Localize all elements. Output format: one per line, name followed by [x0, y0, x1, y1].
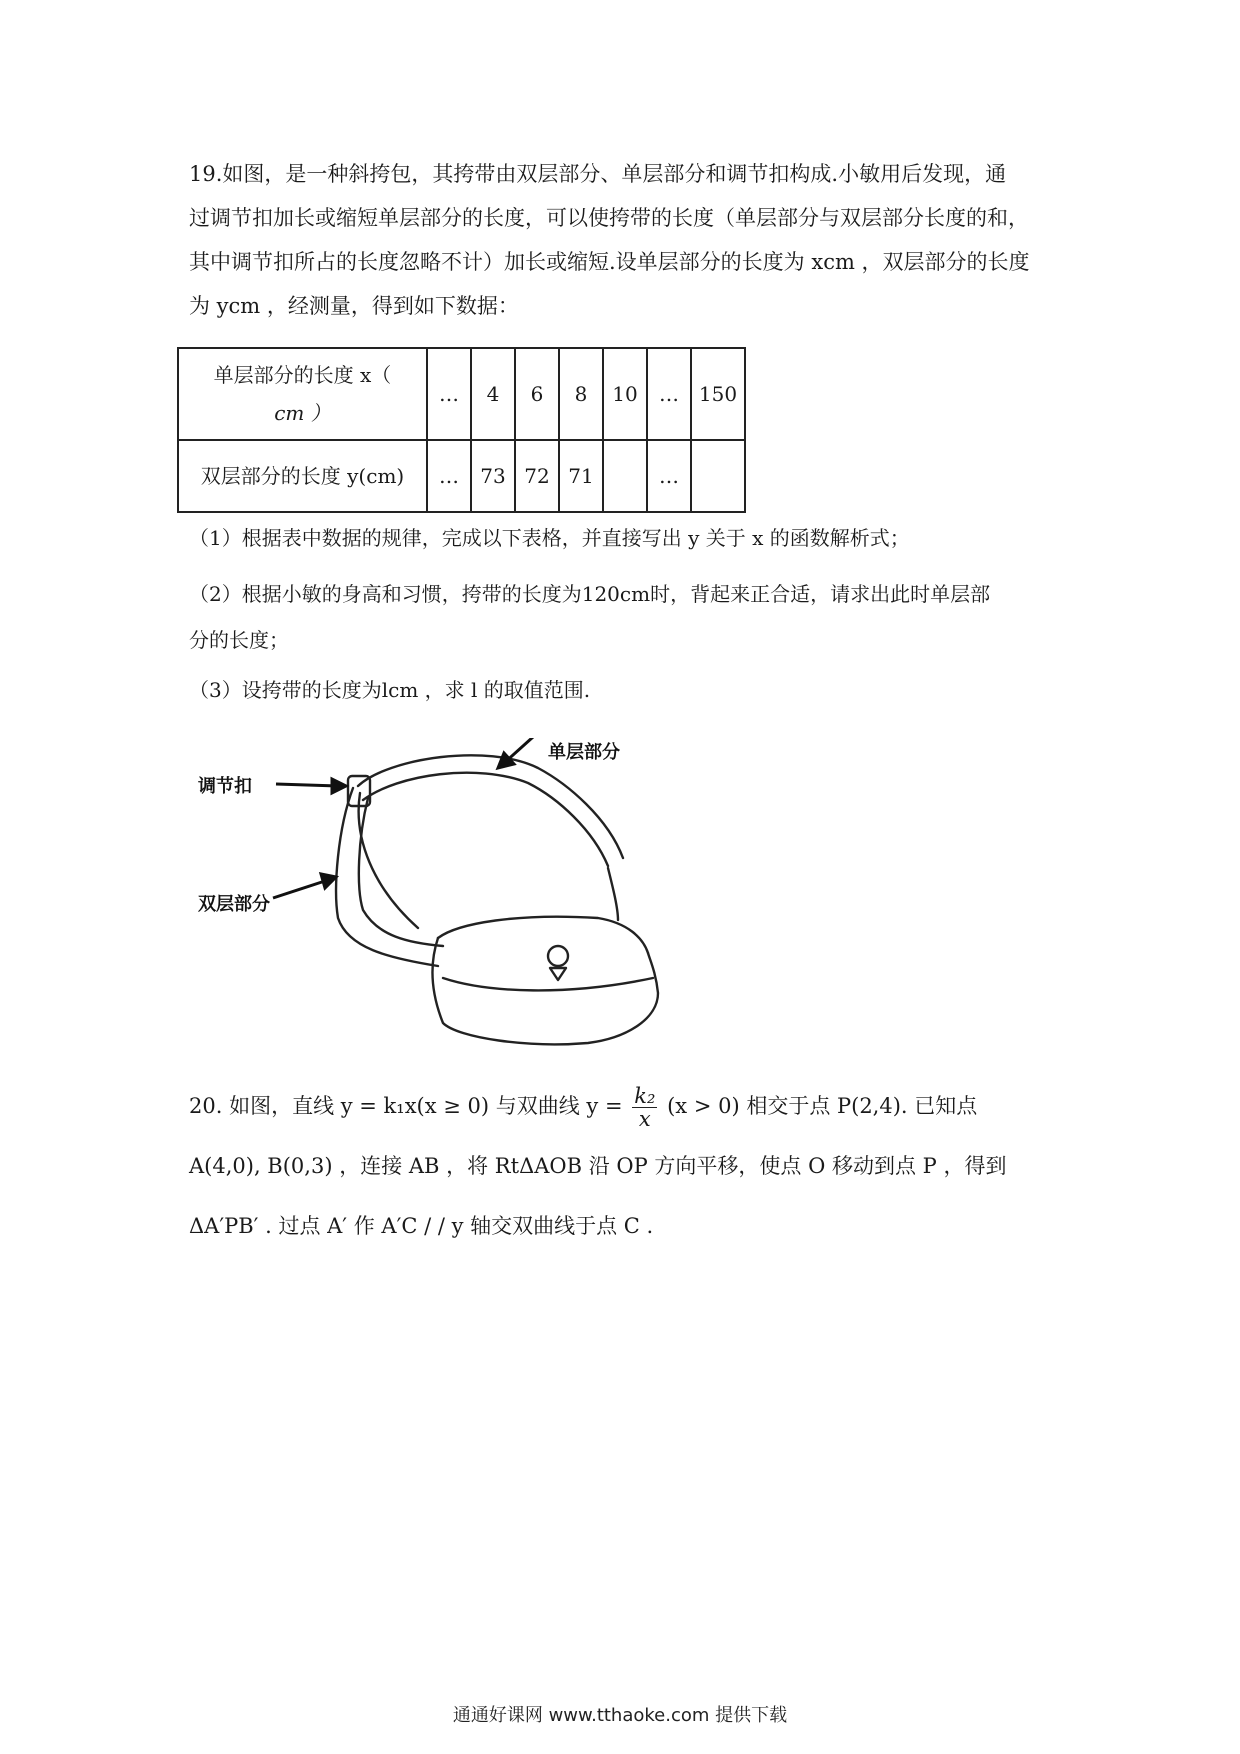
q20-line-2: A(4,0), B(0,3) ，连接 AB ，将 RtΔAOB 沿 OP 方向平移，使点 O 移动到点 P ，得到: [189, 1154, 1007, 1178]
fraction-k2-over-x: [632, 1085, 657, 1130]
q20-line-1: [189, 1076, 1059, 1136]
q19-sub-3: （3）设挎带的长度为lcm ，求 l 的取值范围.: [189, 678, 591, 702]
fraction-denominator: x: [638, 1107, 651, 1131]
bag-top: [438, 917, 648, 953]
table-cell: …: [647, 348, 691, 440]
double-strap-inner: [359, 798, 443, 946]
q20-line-1b: (x > 0) 相交于点 P(2,4). 已知点: [667, 1094, 978, 1118]
table-cell-blank: [691, 440, 745, 512]
q19-line-3: 其中调节扣所占的长度忽略不计）加长或缩短.设单层部分的长度为 xcm ，双层部分的长度: [189, 250, 1030, 274]
q19-sub-2b: 分的长度；: [189, 628, 289, 652]
footer-download-note: 通通好课网 www.tthaoke.com 提供下载: [452, 1705, 788, 1726]
table-cell: 72: [515, 440, 559, 512]
table-cell: 150: [691, 348, 745, 440]
header-single-line-1: 单层部分的长度 x（: [213, 363, 392, 387]
arrow-buckle-line: [276, 784, 338, 786]
table-cell: 71: [559, 440, 603, 512]
table-cell: …: [647, 440, 691, 512]
q20-line-3: ΔA′PB′ . 过点 A′ 作 A′C / / y 轴交双曲线于点 C .: [189, 1214, 654, 1238]
bag-flap: [443, 978, 653, 990]
table-header-double-layer: 双层部分的长度 y(cm): [178, 440, 427, 512]
strap-inner: [363, 773, 608, 866]
table-cell: 8: [559, 348, 603, 440]
table-cell: 4: [471, 348, 515, 440]
table-cell: …: [427, 440, 471, 512]
arrow-double-head: [321, 874, 336, 888]
question-19-text: [189, 152, 1059, 328]
question-20-text: [189, 1076, 1059, 1256]
table-cell: 6: [515, 348, 559, 440]
q20-line-1a: 20. 如图，直线 y = k₁x(x ≥ 0) 与双曲线 y =: [189, 1094, 623, 1118]
label-double-layer: 双层部分: [198, 894, 270, 915]
table-cell: 73: [471, 440, 515, 512]
bag-logo-base: [550, 968, 566, 980]
bag-logo: [548, 946, 568, 966]
label-buckle: 调节扣: [198, 776, 252, 797]
strap-outer: [358, 755, 623, 858]
table-header-single-layer: [178, 348, 427, 440]
table-row-double-layer: [178, 440, 745, 512]
arrow-buckle-head: [332, 779, 346, 793]
double-strap-middle: [359, 793, 418, 928]
strap-end: [608, 868, 618, 920]
table-cell: 10: [603, 348, 647, 440]
header-single-line-2: cm ）: [274, 401, 331, 425]
fraction-numerator: k₂: [634, 1084, 656, 1108]
bag-figure: [188, 738, 728, 1068]
q19-line-1: 19.如图，是一种斜挎包，其挎带由双层部分、单层部分和调节扣构成.小敏用后发现，通: [189, 162, 1007, 186]
q19-line-2: 过调节扣加长或缩短单层部分的长度，可以使挎带的长度（单层部分与双层部分长度的和，: [189, 206, 1029, 230]
q19-sub-1: （1）根据表中数据的规律，完成以下表格，并直接写出 y 关于 x 的函数解析式；: [189, 526, 910, 550]
double-strap-outer: [336, 788, 438, 966]
arrow-double-line: [273, 880, 328, 898]
data-table: [177, 347, 746, 513]
label-single-layer: 单层部分: [548, 742, 620, 763]
table-row-single-layer: [178, 348, 745, 440]
table-cell-blank: [603, 440, 647, 512]
q19-sub-2a: （2）根据小敏的身高和习惯，挎带的长度为120cm时，背起来正合适，请求出此时单层部: [189, 582, 991, 606]
q19-line-4: 为 ycm ，经测量，得到如下数据：: [189, 294, 519, 318]
table-cell: …: [427, 348, 471, 440]
